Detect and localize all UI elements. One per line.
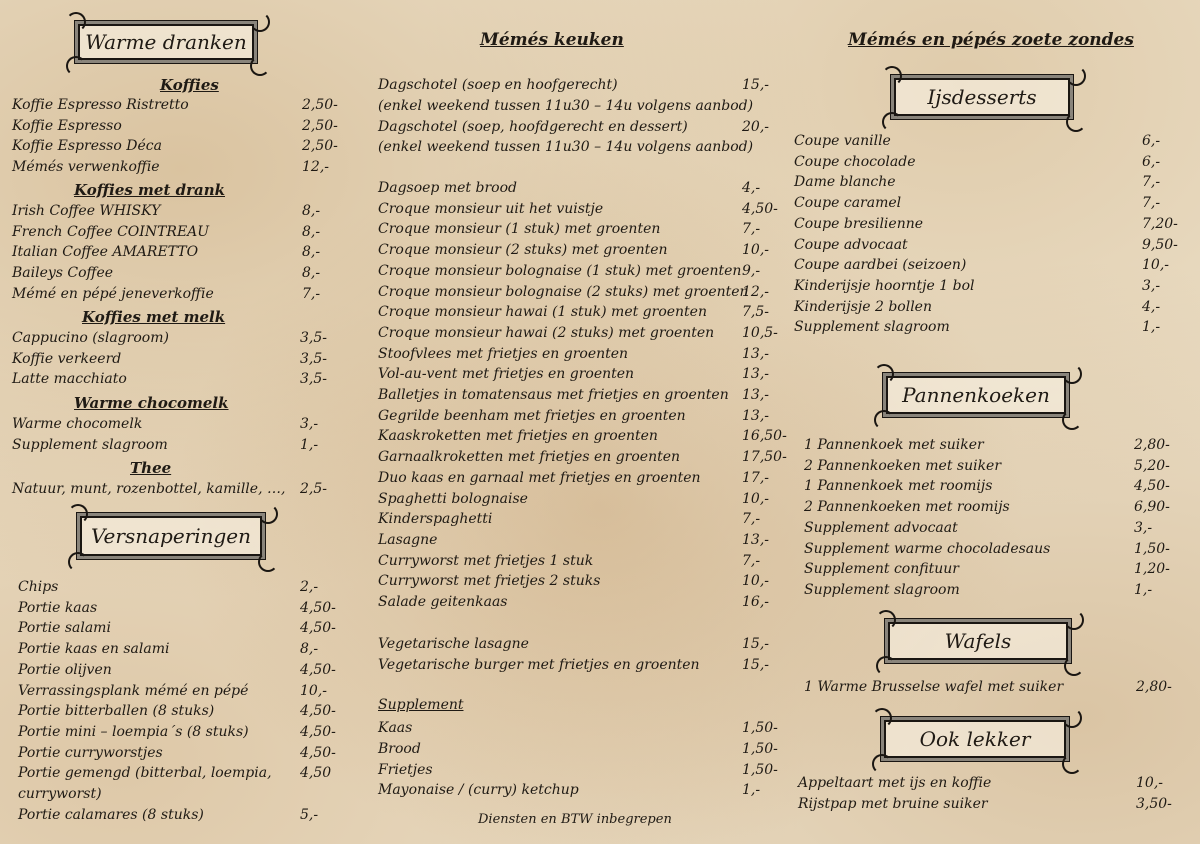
gerecht-price: 10,5- (742, 324, 778, 341)
snack-price: 4,50- (300, 723, 336, 740)
gerecht-item: Croque monsieur uit het vuistje (378, 200, 604, 217)
snack-price: 4,50- (300, 744, 336, 761)
pannenkoek-price: 4,50- (1134, 478, 1170, 495)
koffie-item: Koffie Espresso Déca (12, 138, 162, 155)
frame-wafels: Wafels (888, 622, 1068, 660)
koffie-drank-price: 8,- (302, 203, 321, 219)
snack-price: 10,- (300, 682, 327, 699)
vegetarisch-item: Vegetarische burger met frietjes en groenten (378, 656, 700, 673)
ijsdessert-item: Coupe aardbei (seizoen) (794, 257, 967, 274)
pannenkoek-price: 3,- (1134, 519, 1153, 536)
frame-ornament (1064, 610, 1084, 630)
ijsdessert-price: 4,- (1142, 298, 1161, 315)
ijsdessert-price: 3,- (1142, 277, 1161, 294)
ijsdessert-item: Coupe advocaat (794, 236, 908, 253)
supplement-item: Kaas (378, 720, 413, 736)
gerecht-price: 10,- (742, 490, 769, 507)
frame-ornament (874, 410, 894, 430)
koffie-drank-price: 8,- (302, 244, 321, 261)
ijsdessert-item: Dame blanche (794, 174, 896, 191)
pannenkoek-item: 1 Pannenkoek met suiker (804, 437, 984, 453)
snack-item: Portie salami (18, 620, 111, 637)
gerecht-item: Vol-au-vent met frietjes en groenten (378, 366, 635, 383)
pannenkoek-price: 5,20- (1134, 457, 1170, 474)
title-memes-keuken: Mémés keuken (480, 30, 624, 50)
ijsdessert-item: Supplement slagroom (794, 319, 950, 336)
ijsdessert-price: 7,20- (1142, 215, 1178, 232)
frame-pannenkoeken: Pannenkoeken (886, 376, 1066, 414)
snack-price: 8,- (300, 641, 319, 658)
vegetarisch-price: 15,- (742, 656, 769, 673)
ijsdessert-item: Kinderijsje 2 bollen (794, 298, 932, 315)
dagschotel-price: 15,- (742, 77, 769, 93)
gerecht-price: 4,50- (742, 200, 778, 217)
dagschotel-price: 20,- (742, 118, 769, 135)
section-thee: Thee (130, 459, 172, 477)
gerecht-price: 16,50- (742, 428, 787, 445)
gerecht-item: Croque monsieur (1 stuk) met groenten (378, 221, 661, 238)
snack-item: Portie curryworstjes (18, 744, 163, 761)
dagschotel-item: Dagschotel (soep en hoofgerecht) (378, 77, 618, 93)
section-warme-chocomelk: Warme chocomelk (74, 394, 229, 412)
koffie-melk-item: Cappucino (slagroom) (12, 330, 169, 346)
gerecht-price: 13,- (742, 387, 769, 403)
gerecht-price: 13,- (742, 345, 769, 362)
snack-item: Portie gemengd (bitterbal, loempia, (18, 765, 272, 782)
vegetarisch-price: 15,- (742, 636, 769, 652)
dagschotel-item: (enkel weekend tussen 11u30 – 14u volgens aanbod) (378, 97, 754, 114)
pannenkoek-item: Supplement confituur (804, 561, 959, 578)
gerecht-price: 7,- (742, 221, 761, 238)
frame-ornament (1066, 112, 1086, 132)
koffie-melk-price: 3,5- (300, 371, 327, 387)
snack-item: Portie olijven (18, 661, 112, 678)
gerecht-item: Kaaskroketten met frietjes en groenten (378, 428, 658, 445)
koffie-drank-item: Baileys Coffee (12, 265, 114, 282)
snack-item: Portie mini – loempia´s (8 stuks) (18, 723, 249, 740)
frame-ornament (66, 12, 86, 32)
ijsdessert-item: Kinderijsje hoorntje 1 bol (794, 277, 975, 294)
koffie-price: 2,50- (302, 138, 338, 155)
ook-lekker-price: 10,- (1136, 775, 1163, 791)
supplement-item: Frietjes (378, 761, 433, 778)
frame-ornament (876, 610, 896, 630)
supplement-item: Mayonaise / (curry) ketchup (378, 782, 579, 799)
ijsdessert-item: Coupe bresilienne (794, 215, 924, 232)
gerecht-item: Kinderspaghetti (378, 511, 493, 528)
koffie-melk-price: 3,5- (300, 330, 327, 346)
gerecht-item: Duo kaas en garnaal met frietjes en groenten (378, 469, 701, 486)
gerecht-price: 13,- (742, 407, 769, 424)
thee-item: Natuur, munt, rozenbottel, kamille, …, (12, 481, 286, 497)
snack-item: curryworst) (18, 786, 102, 802)
pannenkoek-item: 2 Pannenkoeken met roomijs (804, 499, 1010, 516)
frame-ornament (872, 754, 892, 774)
pannenkoek-item: 1 Pannenkoek met roomijs (804, 478, 993, 495)
gerecht-item: Curryworst met frietjes 1 stuk (378, 552, 594, 569)
gerecht-price: 17,- (742, 469, 769, 486)
gerecht-price: 13,- (742, 366, 769, 383)
snack-item: Chips (18, 579, 59, 595)
snack-price: 4,50- (300, 599, 336, 616)
pannenkoek-price: 6,90- (1134, 499, 1170, 516)
frame-ornament (874, 364, 894, 384)
ijsdessert-price: 7,- (1142, 174, 1161, 191)
gerecht-item: Curryworst met frietjes 2 stuks (378, 573, 601, 590)
frame-ornament (876, 656, 896, 676)
frame-ornament (882, 66, 902, 86)
gerecht-item: Croque monsieur hawai (2 stuks) met groenten (378, 324, 715, 341)
frame-ook-lekker: Ook lekker (884, 720, 1066, 758)
koffie-item: Mémés verwenkoffie (12, 158, 160, 175)
koffie-drank-price: 8,- (302, 223, 321, 240)
koffie-price: 2,50- (302, 117, 338, 134)
snack-item: Portie calamares (8 stuks) (18, 806, 204, 823)
frame-ornament (882, 112, 902, 132)
gerecht-item: Dagsoep met brood (378, 180, 517, 196)
pannenkoek-price: 1,20- (1134, 561, 1170, 578)
koffie-item: Koffie Espresso (12, 117, 122, 134)
section-koffies-met-drank: Koffies met drank (74, 181, 226, 199)
snack-price: 5,- (300, 806, 319, 823)
gerecht-item: Croque monsieur (2 stuks) met groenten (378, 242, 668, 259)
koffie-price: 2,50- (302, 97, 338, 113)
frame-ornament (1062, 410, 1082, 430)
frame-versnaperingen: Versnaperingen (80, 516, 262, 556)
pannenkoek-price: 1,- (1134, 581, 1153, 598)
supplement-item: Brood (378, 740, 421, 757)
wafel-price: 2,80- (1136, 679, 1172, 695)
koffie-drank-price: 7,- (302, 285, 321, 302)
frame-ornament (68, 504, 88, 524)
gerecht-price: 7,- (742, 552, 761, 569)
gerecht-price: 9,- (742, 262, 761, 279)
gerecht-price: 16,- (742, 594, 769, 610)
frame-ornament (1066, 66, 1086, 86)
supplement-price: 1,50- (742, 761, 778, 778)
gerecht-price: 4,- (742, 180, 761, 196)
snack-item: Portie bitterballen (8 stuks) (18, 703, 215, 720)
ijsdessert-price: 6,- (1142, 133, 1161, 149)
frame-ornament (250, 12, 270, 32)
chocomelk-item: Warme chocomelk (12, 416, 143, 432)
gerecht-item: Garnaalkroketten met frietjes en groenten (378, 449, 681, 466)
gerecht-item: Gegrilde beenham met frietjes en groenten (378, 407, 686, 424)
gerecht-price: 7,5- (742, 304, 769, 321)
ijsdessert-price: 9,50- (1142, 236, 1178, 253)
gerecht-item: Croque monsieur hawai (1 stuk) met groenten (378, 304, 707, 321)
snack-item: Portie kaas (18, 599, 98, 616)
ijsdessert-price: 7,- (1142, 195, 1161, 212)
koffie-drank-price: 8,- (302, 265, 321, 282)
gerecht-price: 12,- (742, 283, 769, 300)
frame-ornament (258, 552, 278, 572)
frame-ornament (66, 56, 86, 76)
vegetarisch-item: Vegetarische lasagne (378, 636, 529, 652)
koffie-drank-item: Italian Coffee AMARETTO (12, 244, 199, 261)
ijsdessert-price: 1,- (1142, 319, 1161, 336)
gerecht-item: Salade geitenkaas (378, 594, 508, 610)
chocomelk-price: 3,- (300, 416, 319, 432)
gerecht-item: Croque monsieur bolognaise (2 stuks) met groenten (378, 283, 749, 300)
snack-price: 2,- (300, 579, 319, 595)
snack-price: 4,50- (300, 620, 336, 637)
gerecht-item: Lasagne (378, 531, 438, 548)
frame-ornament (1062, 708, 1082, 728)
frame-ornament (68, 552, 88, 572)
snack-price: 4,50- (300, 661, 336, 678)
koffie-item: Koffie Espresso Ristretto (12, 97, 189, 113)
frame-ijsdesserts: Ijsdesserts (894, 78, 1070, 116)
koffie-melk-price: 3,5- (300, 350, 327, 367)
wafel-item: 1 Warme Brusselse wafel met suiker (804, 679, 1064, 695)
gerecht-price: 10,- (742, 573, 769, 590)
ook-lekker-item: Rijstpap met bruine suiker (798, 795, 988, 812)
frame-warme-dranken: Warme dranken (78, 24, 254, 60)
pannenkoek-price: 1,50- (1134, 540, 1170, 557)
koffie-drank-item: Irish Coffee WHISKY (12, 203, 161, 219)
pannenkoek-item: Supplement slagroom (804, 581, 960, 598)
ijsdessert-price: 10,- (1142, 257, 1169, 274)
snack-price: 4,50 (300, 765, 332, 782)
frame-ornament (1062, 754, 1082, 774)
supplement-price: 1,- (742, 782, 761, 799)
gerecht-item: Stoofvlees met frietjes en groenten (378, 345, 629, 362)
section-supplement: Supplement (378, 697, 464, 713)
snack-item: Portie kaas en salami (18, 641, 170, 658)
ijsdessert-price: 6,- (1142, 153, 1161, 170)
frame-ornament (872, 708, 892, 728)
pannenkoek-price: 2,80- (1134, 437, 1170, 453)
thee-price: 2,5- (300, 481, 327, 497)
gerecht-item: Croque monsieur bolognaise (1 stuk) met groenten (378, 262, 742, 279)
section-koffies-met-melk: Koffies met melk (82, 308, 226, 326)
frame-ornament (258, 504, 278, 524)
supplement-price: 1,50- (742, 720, 778, 736)
ijsdessert-item: Coupe chocolade (794, 153, 916, 170)
frame-ornament (1064, 656, 1084, 676)
footer-btw: Diensten en BTW inbegrepen (478, 812, 672, 827)
section-koffies: Koffies (160, 76, 219, 94)
gerecht-price: 17,50- (742, 449, 787, 466)
koffie-melk-item: Koffie verkeerd (12, 350, 122, 367)
gerecht-item: Spaghetti bolognaise (378, 490, 528, 507)
pannenkoek-item: Supplement advocaat (804, 519, 958, 536)
gerecht-price: 7,- (742, 511, 761, 528)
koffie-melk-item: Latte macchiato (12, 371, 127, 387)
ijsdessert-item: Coupe caramel (794, 195, 902, 212)
snack-item: Verrassingsplank mémé en pépé (18, 682, 249, 699)
ijsdessert-item: Coupe vanille (794, 133, 891, 149)
gerecht-price: 13,- (742, 531, 769, 548)
ook-lekker-item: Appeltaart met ijs en koffie (798, 775, 992, 791)
chocomelk-price: 1,- (300, 437, 319, 453)
koffie-drank-item: French Coffee COINTREAU (12, 223, 210, 240)
frame-ornament (1062, 364, 1082, 384)
pannenkoek-item: 2 Pannenkoeken met suiker (804, 457, 1002, 474)
gerecht-item: Balletjes in tomatensaus met frietjes en groenten (378, 387, 729, 403)
dagschotel-item: Dagschotel (soep, hoofdgerecht en dessert) (378, 118, 688, 135)
snack-price: 4,50- (300, 703, 336, 720)
frame-ornament (250, 56, 270, 76)
pannenkoek-item: Supplement warme chocoladesaus (804, 540, 1051, 557)
dagschotel-item: (enkel weekend tussen 11u30 – 14u volgens aanbod) (378, 139, 754, 156)
koffie-drank-item: Mémé en pépé jeneverkoffie (12, 285, 214, 302)
supplement-price: 1,50- (742, 740, 778, 757)
chocomelk-item: Supplement slagroom (12, 437, 168, 453)
title-zoete-zondes: Mémés en pépés zoete zondes (848, 30, 1134, 50)
koffie-price: 12,- (302, 158, 329, 175)
ook-lekker-price: 3,50- (1136, 795, 1172, 812)
gerecht-price: 10,- (742, 242, 769, 259)
